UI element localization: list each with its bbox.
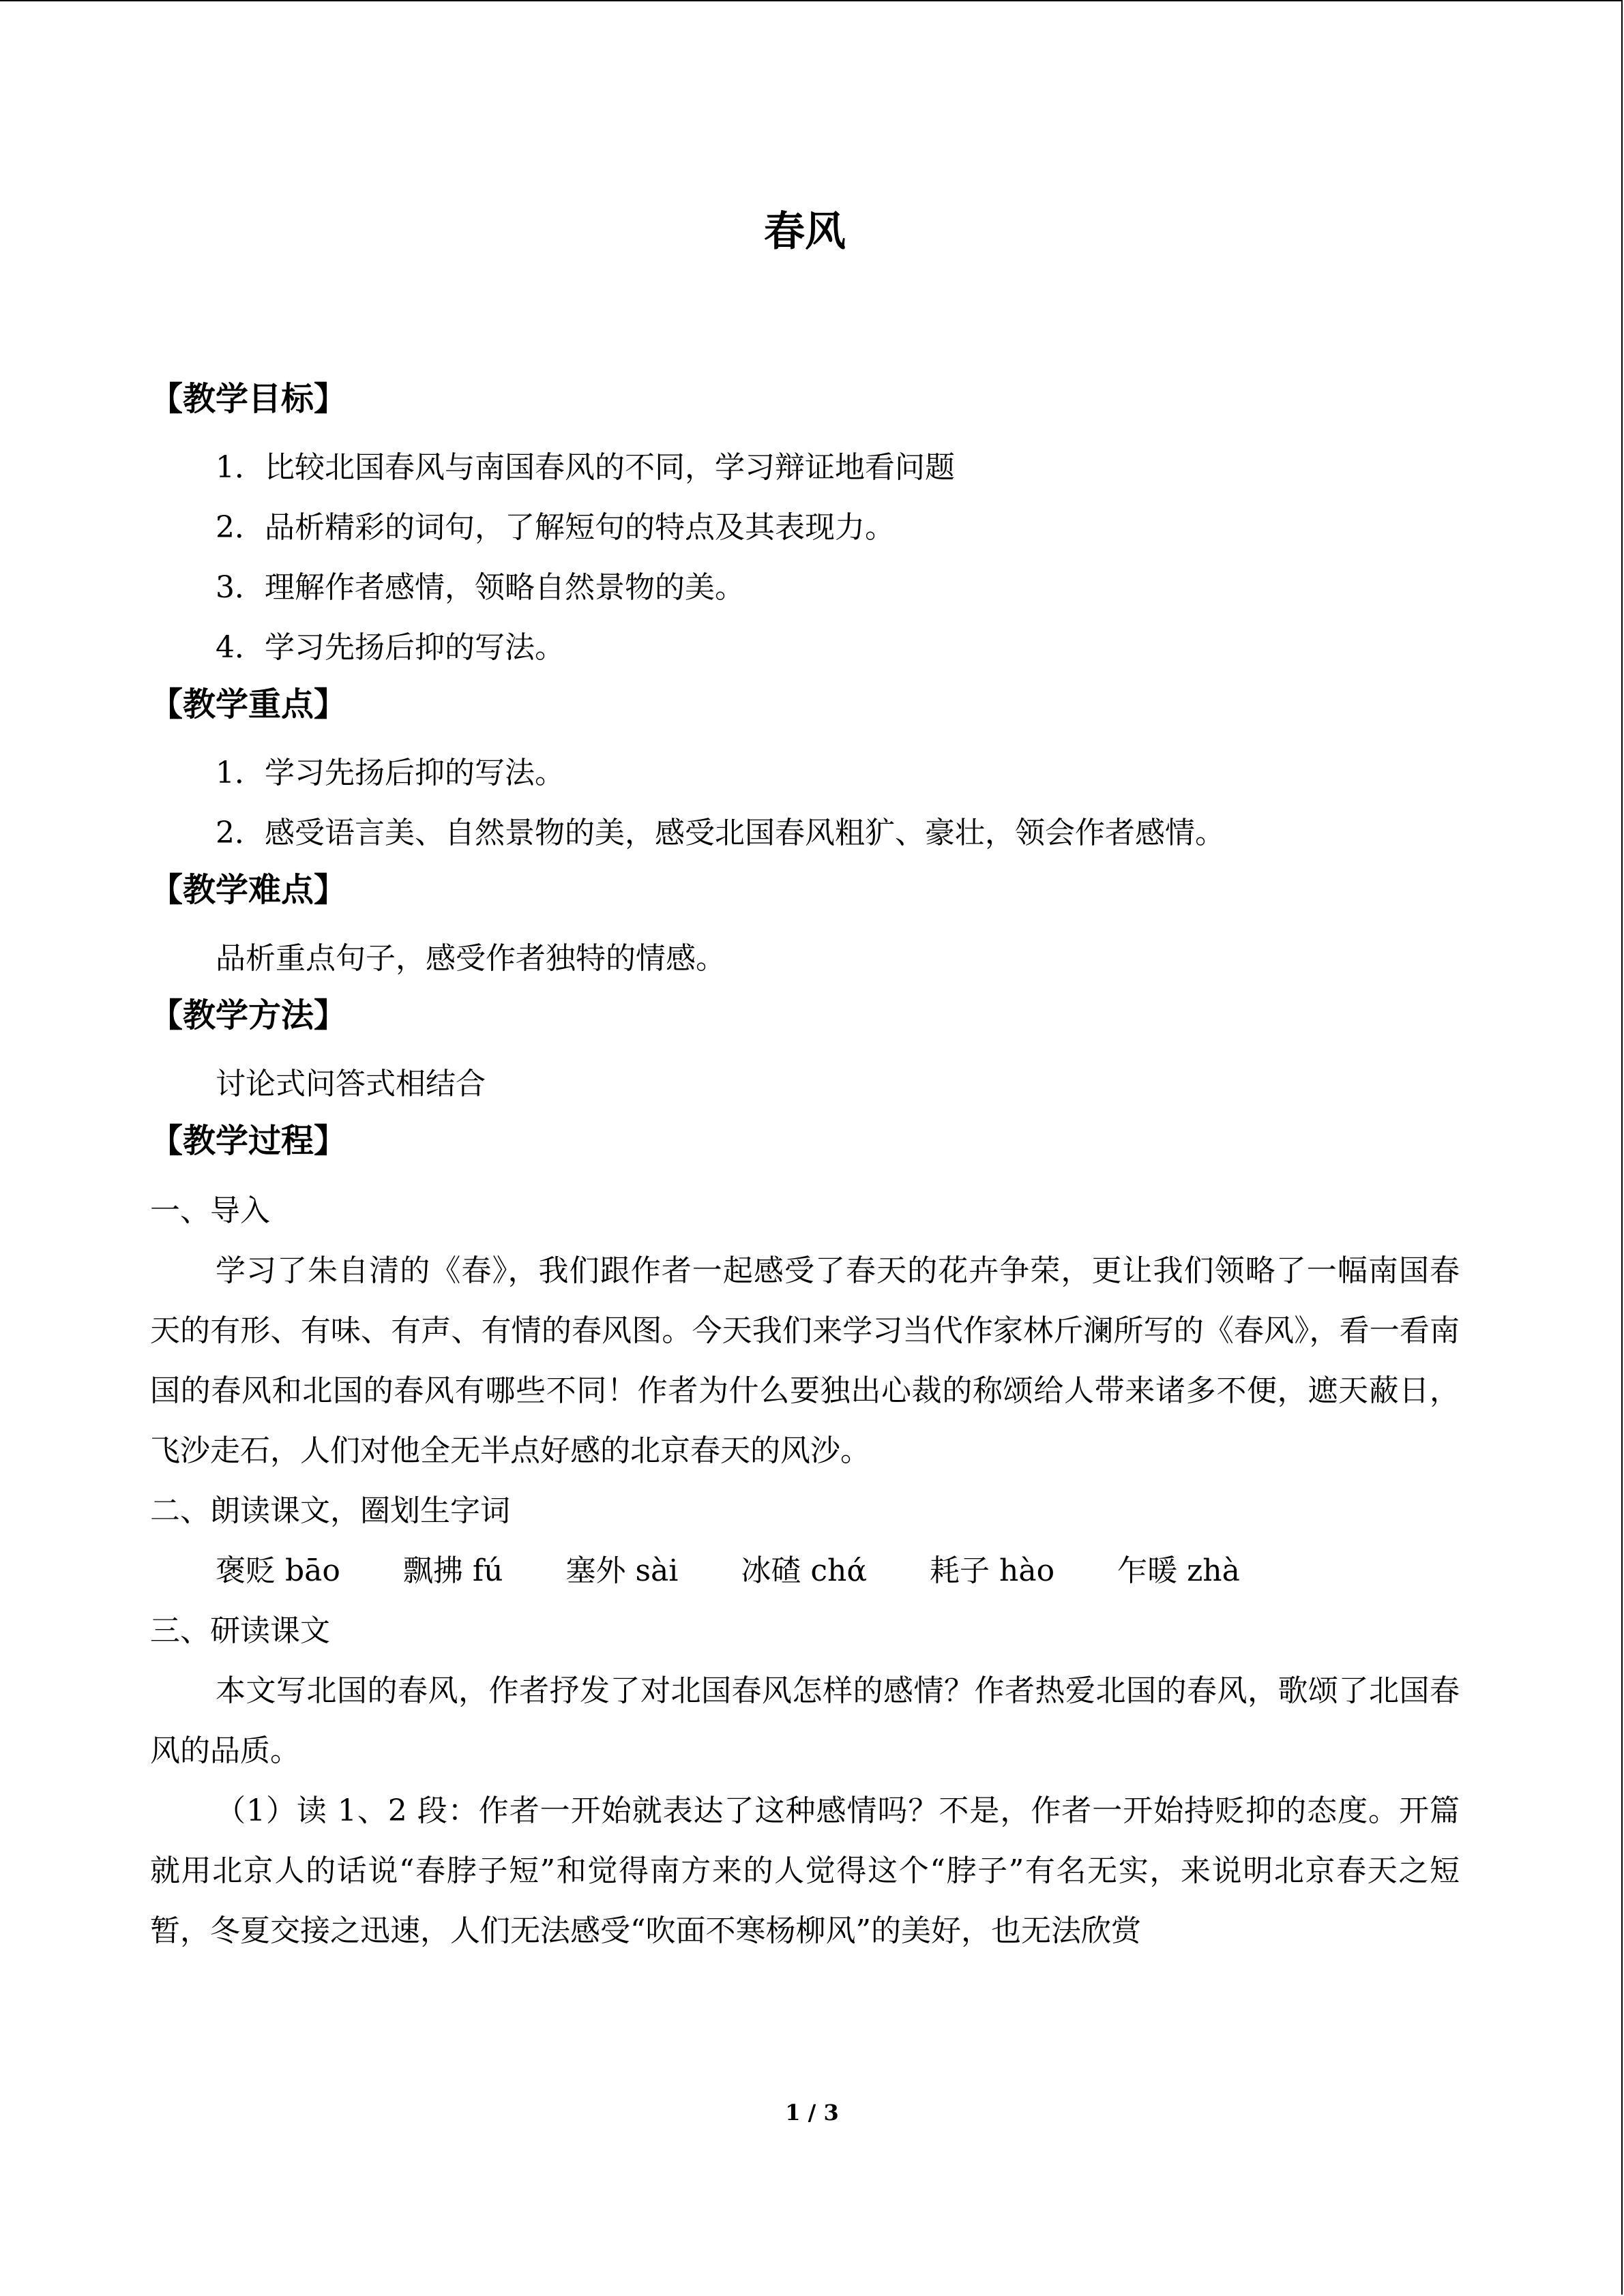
difficulties-text: 品析重点句子，感受作者独特的情感。 bbox=[216, 941, 726, 976]
difficulties-body bbox=[150, 929, 1460, 989]
objectives-list bbox=[150, 438, 1460, 678]
section-key-points bbox=[150, 681, 1460, 863]
section-heading-process: 【教学过程】 bbox=[150, 1122, 347, 1160]
intro-heading: 一、导入 bbox=[150, 1193, 270, 1228]
section-difficulties bbox=[150, 866, 1460, 989]
vocab-item: 乍暖 zhà bbox=[1117, 1553, 1240, 1588]
process-body bbox=[150, 1181, 1460, 1961]
section-objectives bbox=[150, 375, 1460, 678]
section-methods bbox=[150, 992, 1460, 1114]
study-heading: 三、研读课文 bbox=[150, 1613, 330, 1648]
vocab-item: 耗子 hào bbox=[930, 1553, 1055, 1588]
section-heading-difficulties: 【教学难点】 bbox=[150, 871, 347, 909]
objective-item: 2．品析精彩的词句，了解短句的特点及其表现力。 bbox=[216, 510, 895, 545]
section-heading-methods: 【教学方法】 bbox=[150, 996, 347, 1034]
key-point-item: 2．感受语言美、自然景物的美，感受北国春风粗犷、豪壮，领会作者感情。 bbox=[216, 816, 1225, 850]
objective-item: 4．学习先扬后抑的写法。 bbox=[216, 630, 565, 665]
intro-paragraph: 学习了朱自清的《春》，我们跟作者一起感受了春天的花卉争荣，更让我们领略了一幅南国春天的有形、有味、有声、有情的春风图。今天我们来学习当代作家林斤澜所写的《春风》，看一看南国的春风和北国的春风有哪些不同！作者为什么要独出心裁的称颂给人带来诸多不便，遮天蔽日，飞沙走石，人们对他全无半点好感的北京春天的风沙。 bbox=[150, 1253, 1460, 1468]
study-paragraph: 本文写北国的春风，作者抒发了对北国春风怎样的感情？作者热爱北国的春风，歌颂了北国春风的品质。 bbox=[150, 1673, 1460, 1768]
methods-text: 讨论式问答式相结合 bbox=[216, 1067, 486, 1101]
methods-body bbox=[150, 1054, 1460, 1114]
page-number: 1 / 3 bbox=[785, 2100, 839, 2126]
vocab-item: 飘拂 fú bbox=[402, 1553, 503, 1588]
question-one-paragraph: （1）读 1、2 段：作者一开始就表达了这种感情吗？不是，作者一开始持贬抑的态度。开篇就用北京人的话说“春脖子短”和觉得南方来的人觉得这个“脖子”有名无实，来说明北京春天之短暂，冬夏交接之迅速，人们无法感受“吹面不寒杨柳风”的美好，也无法欣赏 bbox=[150, 1793, 1460, 1948]
vocab-item: 褒贬 bāo bbox=[216, 1553, 340, 1588]
key-point-item: 1．学习先扬后抑的写法。 bbox=[216, 756, 565, 790]
vocab-item: 冰碴 chά bbox=[741, 1553, 868, 1588]
objective-item: 3．理解作者感情，领略自然景物的美。 bbox=[216, 570, 745, 605]
section-heading-key-points: 【教学重点】 bbox=[150, 685, 347, 724]
vocab-item: 塞外 sài bbox=[565, 1553, 679, 1588]
reading-heading: 二、朗读课文，圈划生字词 bbox=[150, 1493, 510, 1528]
section-process bbox=[150, 1117, 1460, 1961]
document-page bbox=[150, 205, 1460, 1964]
objective-item: 1．比较北国春风与南国春风的不同，学习辩证地看问题 bbox=[216, 450, 955, 485]
key-points-list bbox=[150, 743, 1460, 863]
section-heading-objectives: 【教学目标】 bbox=[150, 380, 347, 418]
document-title: 春风 bbox=[764, 208, 846, 256]
vocab-list bbox=[150, 1541, 1460, 1601]
